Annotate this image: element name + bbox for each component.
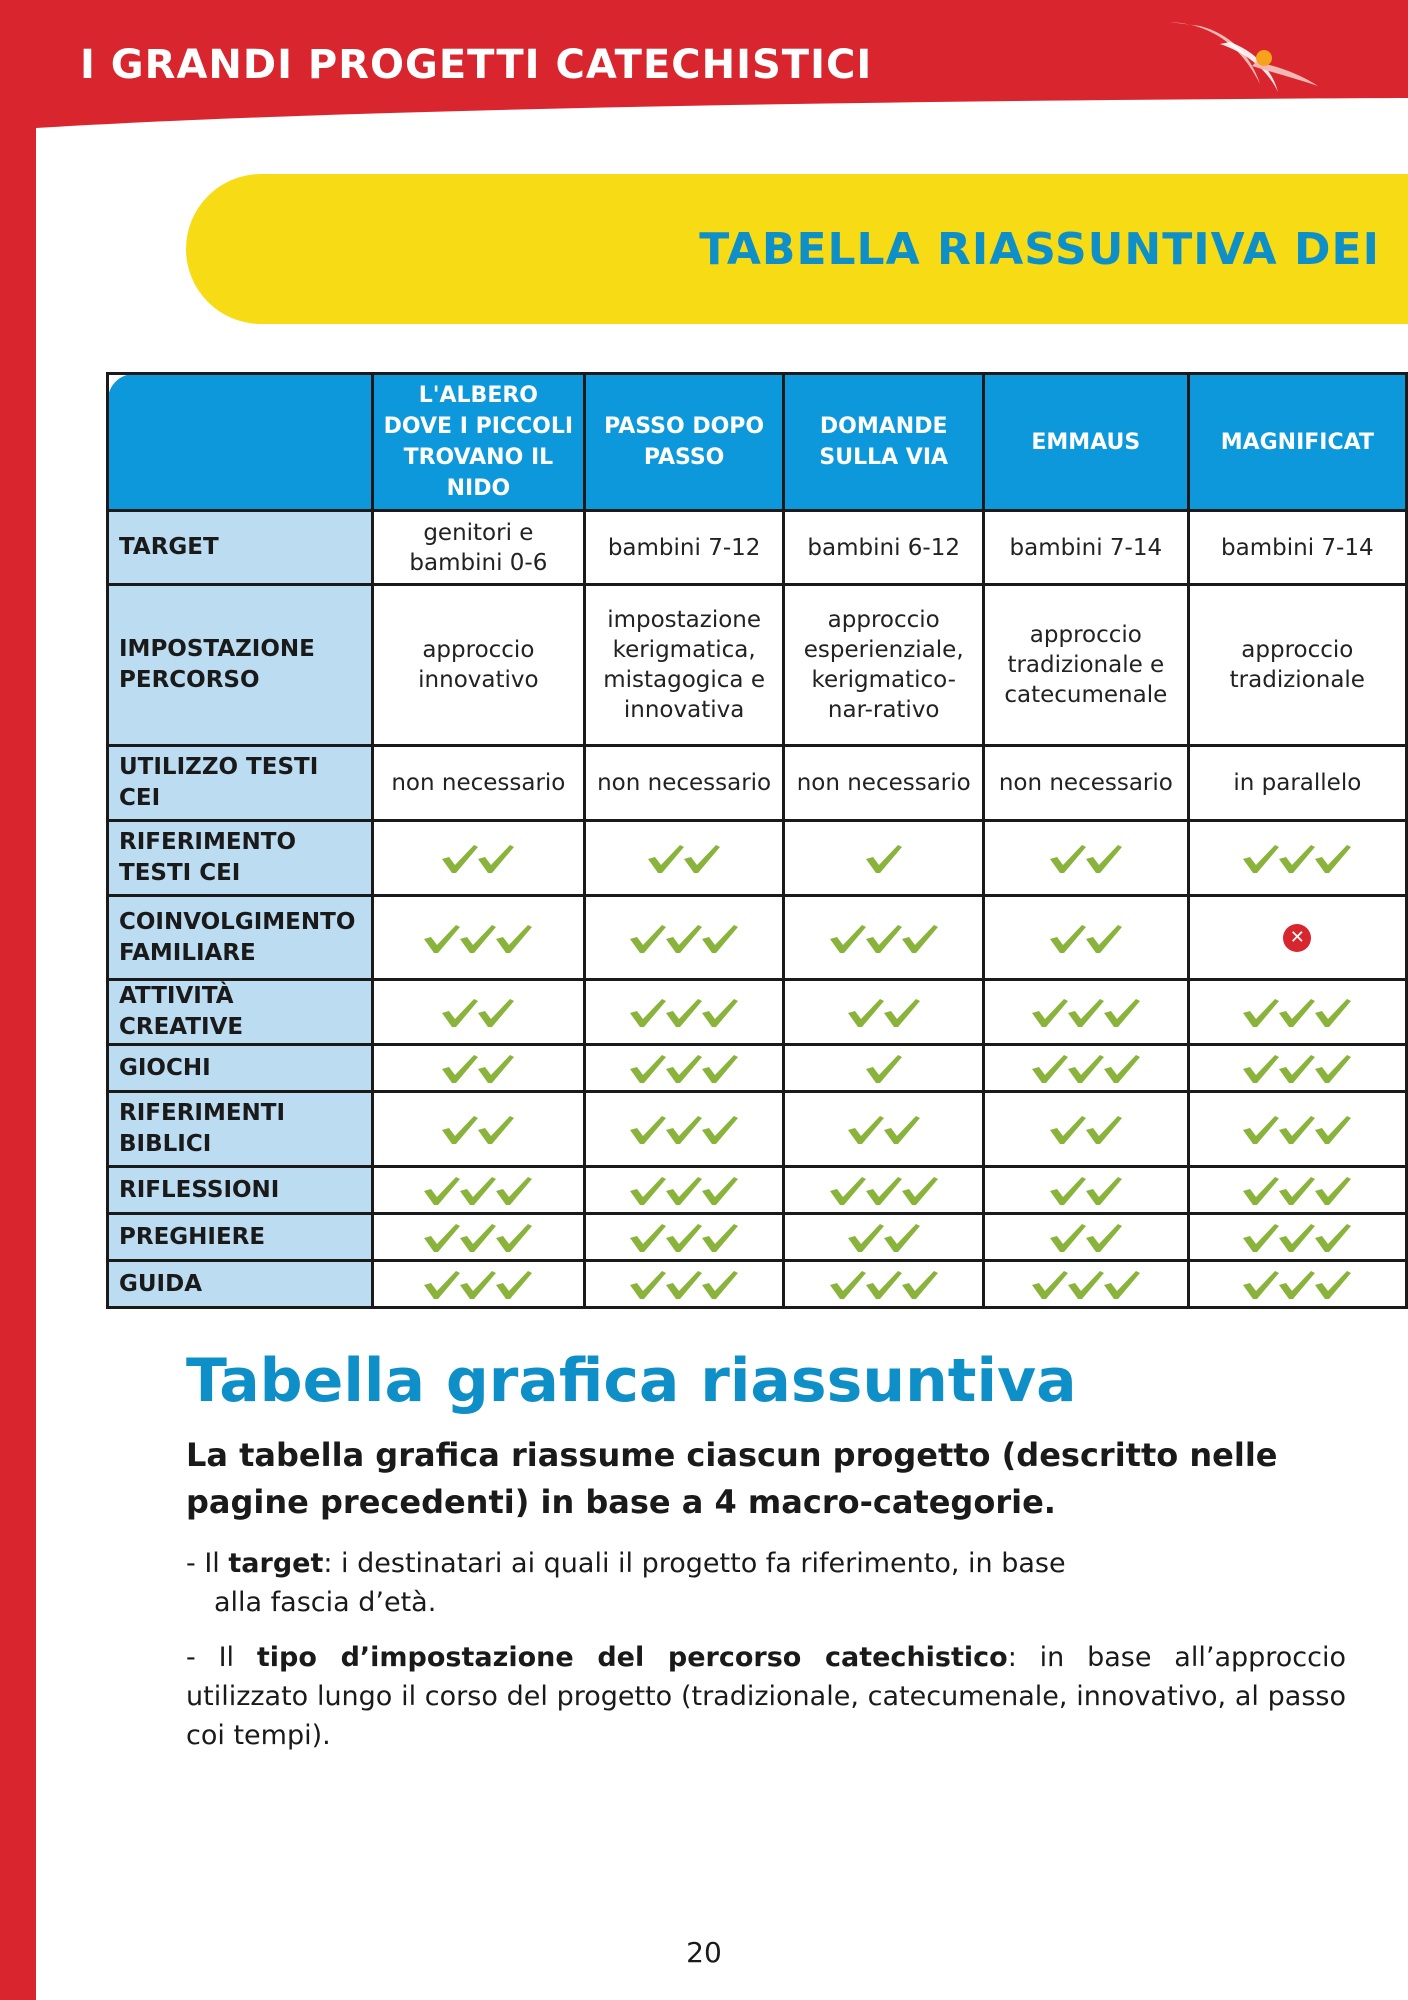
check-icon xyxy=(1050,1224,1086,1252)
rating-cell xyxy=(372,1214,584,1261)
check-icon xyxy=(702,1177,738,1205)
rating-cell xyxy=(1188,1092,1406,1167)
check-icon xyxy=(1086,1177,1122,1205)
check-icon xyxy=(1315,1271,1351,1299)
rating-cell xyxy=(584,1045,784,1092)
checkmarks-group xyxy=(864,1051,904,1085)
rating-cell xyxy=(784,1045,984,1092)
row-header: RIFERIMENTI BIBLICI xyxy=(108,1092,373,1167)
check-icon xyxy=(1243,1224,1279,1252)
checkmarks-group xyxy=(1030,1051,1142,1085)
check-icon xyxy=(666,1177,702,1205)
check-icon xyxy=(478,845,514,873)
check-icon xyxy=(1243,845,1279,873)
check-icon xyxy=(1279,1224,1315,1252)
checkmarks-group xyxy=(422,921,534,955)
check-icon xyxy=(702,999,738,1027)
rating-cell xyxy=(784,821,984,896)
bullet-text: : i destinatari ai quali il progetto fa riferimento, in base xyxy=(323,1548,1066,1579)
checkmarks-group xyxy=(1048,921,1124,955)
table-cell: impostazione kerigmatica, mistagogica e innovativa xyxy=(584,585,784,746)
check-icon xyxy=(424,1224,460,1252)
bullet-continuation: alla fascia d’età. xyxy=(214,1587,437,1618)
rating-cell xyxy=(1188,1261,1406,1308)
check-icon xyxy=(630,1055,666,1083)
row-header: IMPOSTAZIONE PERCORSO xyxy=(108,585,373,746)
check-icon xyxy=(866,1055,902,1083)
checkmarks-group xyxy=(1241,841,1353,875)
row-header: GUIDA xyxy=(108,1261,373,1308)
checkmarks-group xyxy=(1048,1112,1124,1146)
check-icon xyxy=(1315,1116,1351,1144)
checkmarks-group xyxy=(1030,995,1142,1029)
check-icon xyxy=(666,999,702,1027)
check-icon xyxy=(460,1177,496,1205)
check-icon xyxy=(666,1116,702,1144)
bullet-prefix: - Il xyxy=(186,1548,229,1579)
check-icon xyxy=(702,1116,738,1144)
checkmarks-group xyxy=(628,1220,740,1254)
table-row xyxy=(108,1045,1407,1092)
check-icon xyxy=(442,1055,478,1083)
page-number: 20 xyxy=(686,1936,722,1969)
check-icon xyxy=(848,1224,884,1252)
checkmarks-group xyxy=(1048,1173,1124,1207)
check-icon xyxy=(684,845,720,873)
column-header: L'ALBERO DOVE I PICCOLI TROVANO IL NIDO xyxy=(372,374,584,511)
table-cell: approccio esperienziale, kerigmatico-nar-rativo xyxy=(784,585,984,746)
check-icon xyxy=(442,1116,478,1144)
bullet-prefix: - Il xyxy=(186,1642,257,1673)
checkmarks-group xyxy=(1030,1267,1142,1301)
check-icon xyxy=(630,999,666,1027)
check-icon xyxy=(1243,999,1279,1027)
check-icon xyxy=(1315,1055,1351,1083)
checkmarks-group xyxy=(1241,1173,1353,1207)
checkmarks-group xyxy=(440,1112,516,1146)
table-cell: approccio innovativo xyxy=(372,585,584,746)
check-icon xyxy=(1032,999,1068,1027)
check-icon xyxy=(884,1224,920,1252)
rating-cell xyxy=(584,896,784,980)
table-header-row xyxy=(108,374,1407,511)
checkmarks-group xyxy=(1048,841,1124,875)
bullet-keyword: tipo d’impostazione del percorso catechistico xyxy=(256,1642,1008,1673)
check-icon xyxy=(460,1224,496,1252)
table-row xyxy=(108,1167,1407,1214)
check-icon xyxy=(902,925,938,953)
row-header: UTILIZZO TESTI CEI xyxy=(108,746,373,821)
check-icon xyxy=(496,1177,532,1205)
red-side-band xyxy=(0,0,36,2000)
rating-cell xyxy=(984,821,1189,896)
check-icon xyxy=(1050,1177,1086,1205)
bullet-impostazione xyxy=(186,1638,1346,1755)
rating-cell xyxy=(1188,1045,1406,1092)
checkmarks-group xyxy=(828,921,940,955)
check-icon xyxy=(666,925,702,953)
check-icon xyxy=(1279,999,1315,1027)
bullet-target xyxy=(186,1544,1346,1622)
check-icon xyxy=(702,925,738,953)
table-cell: approccio tradizionale e catecumenale xyxy=(984,585,1189,746)
check-icon xyxy=(1032,1271,1068,1299)
checkmarks-group xyxy=(1241,1267,1353,1301)
check-icon xyxy=(424,1177,460,1205)
check-icon xyxy=(1086,1116,1122,1144)
check-icon xyxy=(666,1271,702,1299)
bullet-keyword: target xyxy=(228,1548,324,1579)
check-icon xyxy=(1315,999,1351,1027)
summary-table xyxy=(106,372,1408,1309)
checkmarks-group xyxy=(864,841,904,875)
checkmarks-group xyxy=(422,1220,534,1254)
check-icon xyxy=(902,1177,938,1205)
check-icon xyxy=(478,1116,514,1144)
rating-cell xyxy=(584,1261,784,1308)
check-icon xyxy=(496,1271,532,1299)
check-icon xyxy=(1050,925,1086,953)
rating-cell xyxy=(784,896,984,980)
check-icon xyxy=(630,1116,666,1144)
rating-cell xyxy=(1188,1214,1406,1261)
check-icon xyxy=(884,999,920,1027)
checkmarks-group xyxy=(646,841,722,875)
checkmarks-group xyxy=(1241,1051,1353,1085)
check-icon xyxy=(848,999,884,1027)
check-icon xyxy=(830,1271,866,1299)
checkmarks-group xyxy=(628,1112,740,1146)
check-icon xyxy=(1279,1177,1315,1205)
rating-cell xyxy=(372,980,584,1045)
check-icon xyxy=(1068,999,1104,1027)
checkmarks-group xyxy=(440,995,516,1029)
rating-cell xyxy=(372,896,584,980)
check-icon xyxy=(1068,1271,1104,1299)
table-cell: bambini 7-14 xyxy=(984,511,1189,585)
table-row xyxy=(108,896,1407,980)
row-header: COINVOLGIMENTO FAMILIARE xyxy=(108,896,373,980)
rating-cell xyxy=(984,1167,1189,1214)
checkmarks-group xyxy=(628,995,740,1029)
flying-figure-logo-icon xyxy=(1160,14,1320,100)
rating-cell xyxy=(784,980,984,1045)
check-icon xyxy=(424,1271,460,1299)
rating-cell xyxy=(984,1261,1189,1308)
table-cell: non necessario xyxy=(784,746,984,821)
check-icon xyxy=(1086,1224,1122,1252)
check-icon xyxy=(424,925,460,953)
checkmarks-group xyxy=(628,1173,740,1207)
table-row xyxy=(108,980,1407,1045)
lead-paragraph: La tabella grafica riassume ciascun progetto (descritto nelle pagine precedenti) in base a 4 macro-categorie. xyxy=(186,1436,1278,1521)
header-title: I GRANDI PROGETTI CATECHISTICI xyxy=(80,42,873,88)
checkmarks-group xyxy=(1048,1220,1124,1254)
rating-cell xyxy=(1188,896,1406,980)
checkmarks-group xyxy=(422,1173,534,1207)
check-icon xyxy=(1243,1177,1279,1205)
table-cell: approccio tradizionale xyxy=(1188,585,1406,746)
rating-cell xyxy=(784,1214,984,1261)
table-row xyxy=(108,1214,1407,1261)
checkmarks-group xyxy=(628,1051,740,1085)
table-cell: non necessario xyxy=(372,746,584,821)
column-header: PASSO DOPO PASSO xyxy=(584,374,784,511)
check-icon xyxy=(1086,845,1122,873)
check-icon xyxy=(1279,1271,1315,1299)
check-icon xyxy=(666,1055,702,1083)
rating-cell xyxy=(784,1261,984,1308)
check-icon xyxy=(630,1224,666,1252)
check-icon xyxy=(884,1116,920,1144)
check-icon xyxy=(702,1271,738,1299)
check-icon xyxy=(1243,1055,1279,1083)
rating-cell xyxy=(1188,1167,1406,1214)
checkmarks-group xyxy=(846,1112,922,1146)
check-icon xyxy=(460,925,496,953)
rating-cell xyxy=(372,1167,584,1214)
check-icon xyxy=(830,925,866,953)
yellow-banner xyxy=(186,174,1408,324)
check-icon xyxy=(866,1177,902,1205)
column-header: EMMAUS xyxy=(984,374,1189,511)
check-icon xyxy=(666,1224,702,1252)
checkmarks-group xyxy=(628,921,740,955)
rating-cell xyxy=(584,980,784,1045)
check-icon xyxy=(442,999,478,1027)
checkmarks-group xyxy=(440,841,516,875)
check-icon xyxy=(848,1116,884,1144)
rating-cell xyxy=(984,1045,1189,1092)
table-cell: bambini 7-12 xyxy=(584,511,784,585)
check-icon xyxy=(702,1224,738,1252)
checkmarks-group xyxy=(422,1267,534,1301)
checkmarks-group xyxy=(846,995,922,1029)
cross-icon: ✕ xyxy=(1283,924,1311,952)
check-icon xyxy=(1315,1224,1351,1252)
check-icon xyxy=(630,925,666,953)
section-title: Tabella grafica riassuntiva xyxy=(186,1346,1077,1416)
table-cell: in parallelo xyxy=(1188,746,1406,821)
check-icon xyxy=(1050,1116,1086,1144)
check-icon xyxy=(702,1055,738,1083)
check-icon xyxy=(1104,1271,1140,1299)
check-icon xyxy=(630,1177,666,1205)
checkmarks-group xyxy=(1241,1112,1353,1146)
check-icon xyxy=(1086,925,1122,953)
rating-cell xyxy=(584,1214,784,1261)
check-icon xyxy=(478,1055,514,1083)
rating-cell xyxy=(584,1092,784,1167)
table-cell: genitori e bambini 0-6 xyxy=(372,511,584,585)
checkmarks-group xyxy=(1241,1220,1353,1254)
rating-cell xyxy=(984,1092,1189,1167)
check-icon xyxy=(1050,845,1086,873)
rating-cell xyxy=(372,821,584,896)
table-cell: non necessario xyxy=(984,746,1189,821)
rating-cell xyxy=(372,1261,584,1308)
table-row xyxy=(108,1261,1407,1308)
check-icon xyxy=(1279,1116,1315,1144)
check-icon xyxy=(902,1271,938,1299)
bullet-text: : in base all’approccio utilizzato lungo il corso del progetto (tradizionale, catecumenale, innovativo, al passo coi tempi). xyxy=(186,1642,1346,1751)
check-icon xyxy=(866,1271,902,1299)
row-header: TARGET xyxy=(108,511,373,585)
check-icon xyxy=(1243,1116,1279,1144)
table-cell: bambini 7-14 xyxy=(1188,511,1406,585)
column-header: MAGNIFICAT xyxy=(1188,374,1406,511)
checkmarks-group xyxy=(628,1267,740,1301)
table-row xyxy=(108,746,1407,821)
check-icon xyxy=(866,925,902,953)
checkmarks-group xyxy=(828,1173,940,1207)
check-icon xyxy=(1104,999,1140,1027)
table-cell: bambini 6-12 xyxy=(784,511,984,585)
check-icon xyxy=(496,1224,532,1252)
rating-cell xyxy=(584,821,784,896)
checkmarks-group xyxy=(440,1051,516,1085)
check-icon xyxy=(1068,1055,1104,1083)
table-row xyxy=(108,821,1407,896)
check-icon xyxy=(1315,1177,1351,1205)
rating-cell xyxy=(1188,980,1406,1045)
row-header: PREGHIERE xyxy=(108,1214,373,1261)
table-corner-cell xyxy=(108,374,373,511)
table-row xyxy=(108,585,1407,746)
rating-cell xyxy=(984,896,1189,980)
banner-title: TABELLA RIASSUNTIVA DEI xyxy=(699,224,1380,275)
row-header: ATTIVITÀ CREATIVE xyxy=(108,980,373,1045)
check-icon xyxy=(478,999,514,1027)
check-icon xyxy=(1032,1055,1068,1083)
table-row xyxy=(108,1092,1407,1167)
check-icon xyxy=(1243,1271,1279,1299)
check-icon xyxy=(460,1271,496,1299)
check-icon xyxy=(442,845,478,873)
check-icon xyxy=(496,925,532,953)
check-icon xyxy=(1315,845,1351,873)
table-row xyxy=(108,511,1407,585)
check-icon xyxy=(1279,845,1315,873)
column-header: DOMANDE SULLA VIA xyxy=(784,374,984,511)
rating-cell xyxy=(984,980,1189,1045)
table-cell: non necessario xyxy=(584,746,784,821)
check-icon xyxy=(648,845,684,873)
check-icon xyxy=(830,1177,866,1205)
rating-cell xyxy=(784,1167,984,1214)
check-icon xyxy=(1279,1055,1315,1083)
check-icon xyxy=(630,1271,666,1299)
rating-cell xyxy=(984,1214,1189,1261)
rating-cell xyxy=(372,1092,584,1167)
rating-cell xyxy=(584,1167,784,1214)
row-header: RIFLESSIONI xyxy=(108,1167,373,1214)
rating-cell xyxy=(1188,821,1406,896)
checkmarks-group xyxy=(846,1220,922,1254)
row-header: RIFERIMENTO TESTI CEI xyxy=(108,821,373,896)
check-icon xyxy=(1104,1055,1140,1083)
checkmarks-group xyxy=(828,1267,940,1301)
check-icon xyxy=(866,845,902,873)
rating-cell xyxy=(784,1092,984,1167)
row-header: GIOCHI xyxy=(108,1045,373,1092)
checkmarks-group xyxy=(1241,995,1353,1029)
rating-cell xyxy=(372,1045,584,1092)
